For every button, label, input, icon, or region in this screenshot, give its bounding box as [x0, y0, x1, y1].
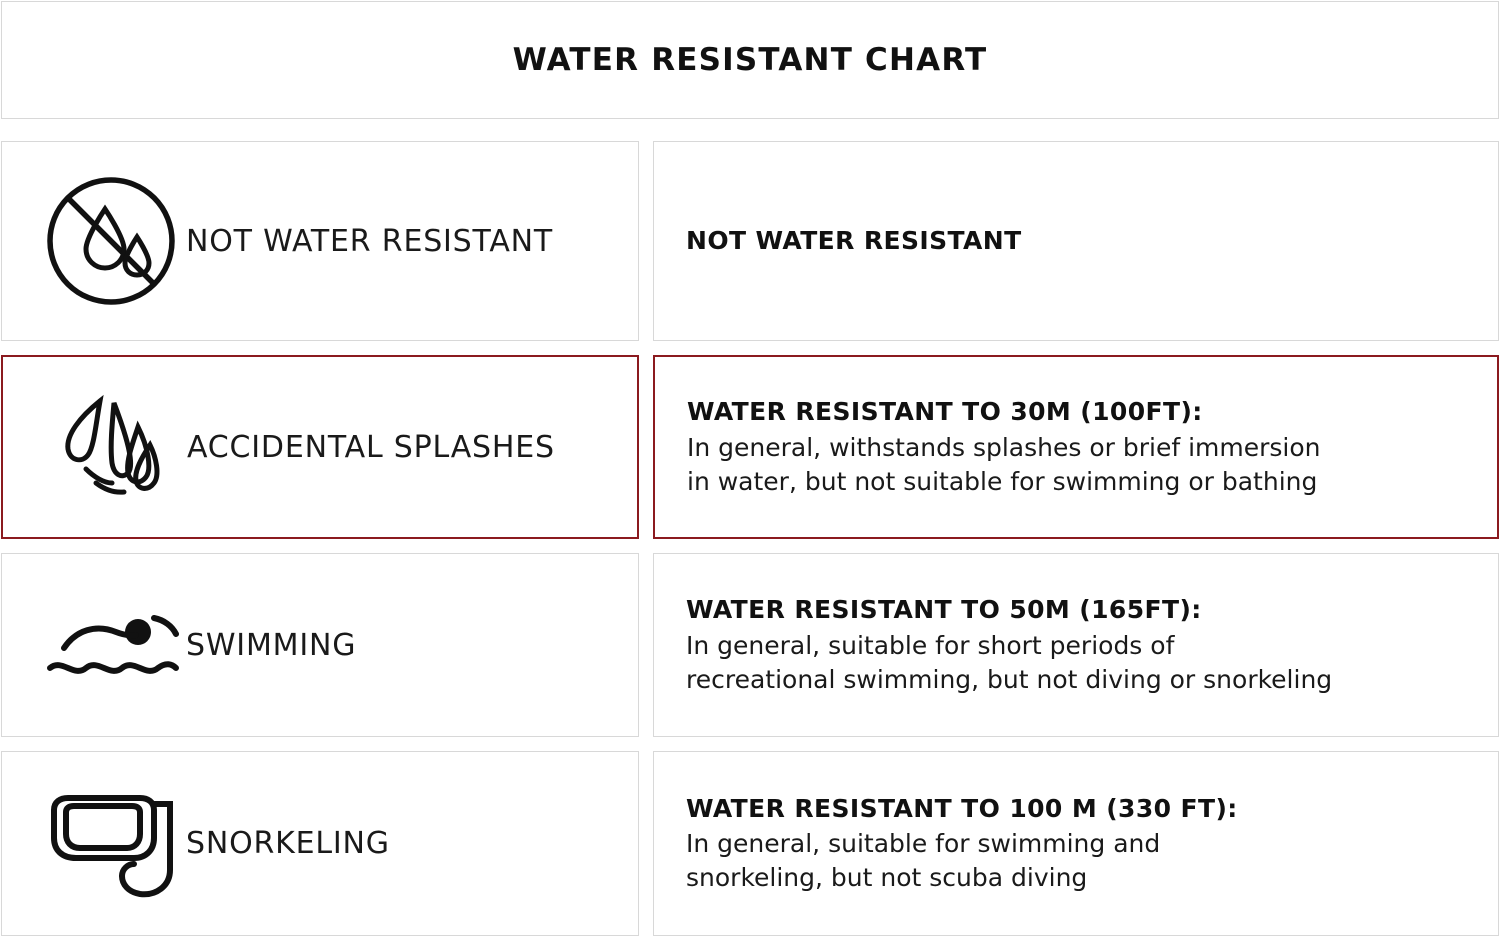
water-splash-icon	[37, 387, 187, 507]
row-2-activity-label: ACCIDENTAL SPLASHES	[187, 429, 555, 465]
row-3-heading: WATER RESISTANT TO 50M (165FT):	[686, 595, 1202, 625]
row-2-activity-cell	[1, 355, 639, 539]
row-2-body-line: In general, withstands splashes or brief immersion	[687, 432, 1321, 462]
row-4-description-cell	[653, 751, 1499, 936]
row-2-heading: WATER RESISTANT TO 30M (100FT):	[687, 397, 1203, 427]
row-4-body-line: snorkeling, but not scuba diving	[686, 863, 1088, 893]
row-3-body-line: recreational swimming, but not diving or snorkeling	[686, 664, 1333, 694]
row-3-body-line: In general, suitable for short periods of	[686, 630, 1175, 660]
snorkel-mask-icon	[36, 774, 186, 914]
row-1-activity-label: NOT WATER RESISTANT	[186, 223, 554, 259]
row-1-activity-cell	[1, 141, 639, 341]
row-2-description-cell	[653, 355, 1499, 539]
row-4-activity-cell	[1, 751, 639, 936]
table-row	[1, 751, 1499, 936]
page-title: WATER RESISTANT CHART	[512, 42, 988, 78]
row-4-heading: WATER RESISTANT TO 100 M (330 FT):	[686, 793, 1238, 823]
row-4-body-line: In general, suitable for swimming and	[686, 829, 1161, 859]
row-2-body	[687, 431, 1321, 499]
row-4-body	[686, 827, 1238, 895]
chart-rows	[0, 119, 1500, 945]
row-3-activity-label: SWIMMING	[186, 627, 357, 663]
row-3-description-cell	[653, 553, 1499, 737]
row-2-body-line: in water, but not suitable for swimming or bathing	[687, 466, 1318, 496]
swimmer-icon	[36, 590, 186, 700]
table-row	[1, 553, 1499, 737]
no-water-drop-icon	[36, 175, 186, 307]
row-4-activity-label: SNORKELING	[186, 826, 390, 861]
row-1-heading: NOT WATER RESISTANT	[686, 226, 1022, 256]
table-row	[1, 141, 1499, 341]
table-row	[1, 355, 1499, 539]
row-1-description-cell	[653, 141, 1499, 341]
row-3-body	[686, 629, 1332, 697]
chart-title-bar	[1, 1, 1499, 119]
row-3-activity-cell	[1, 553, 639, 737]
